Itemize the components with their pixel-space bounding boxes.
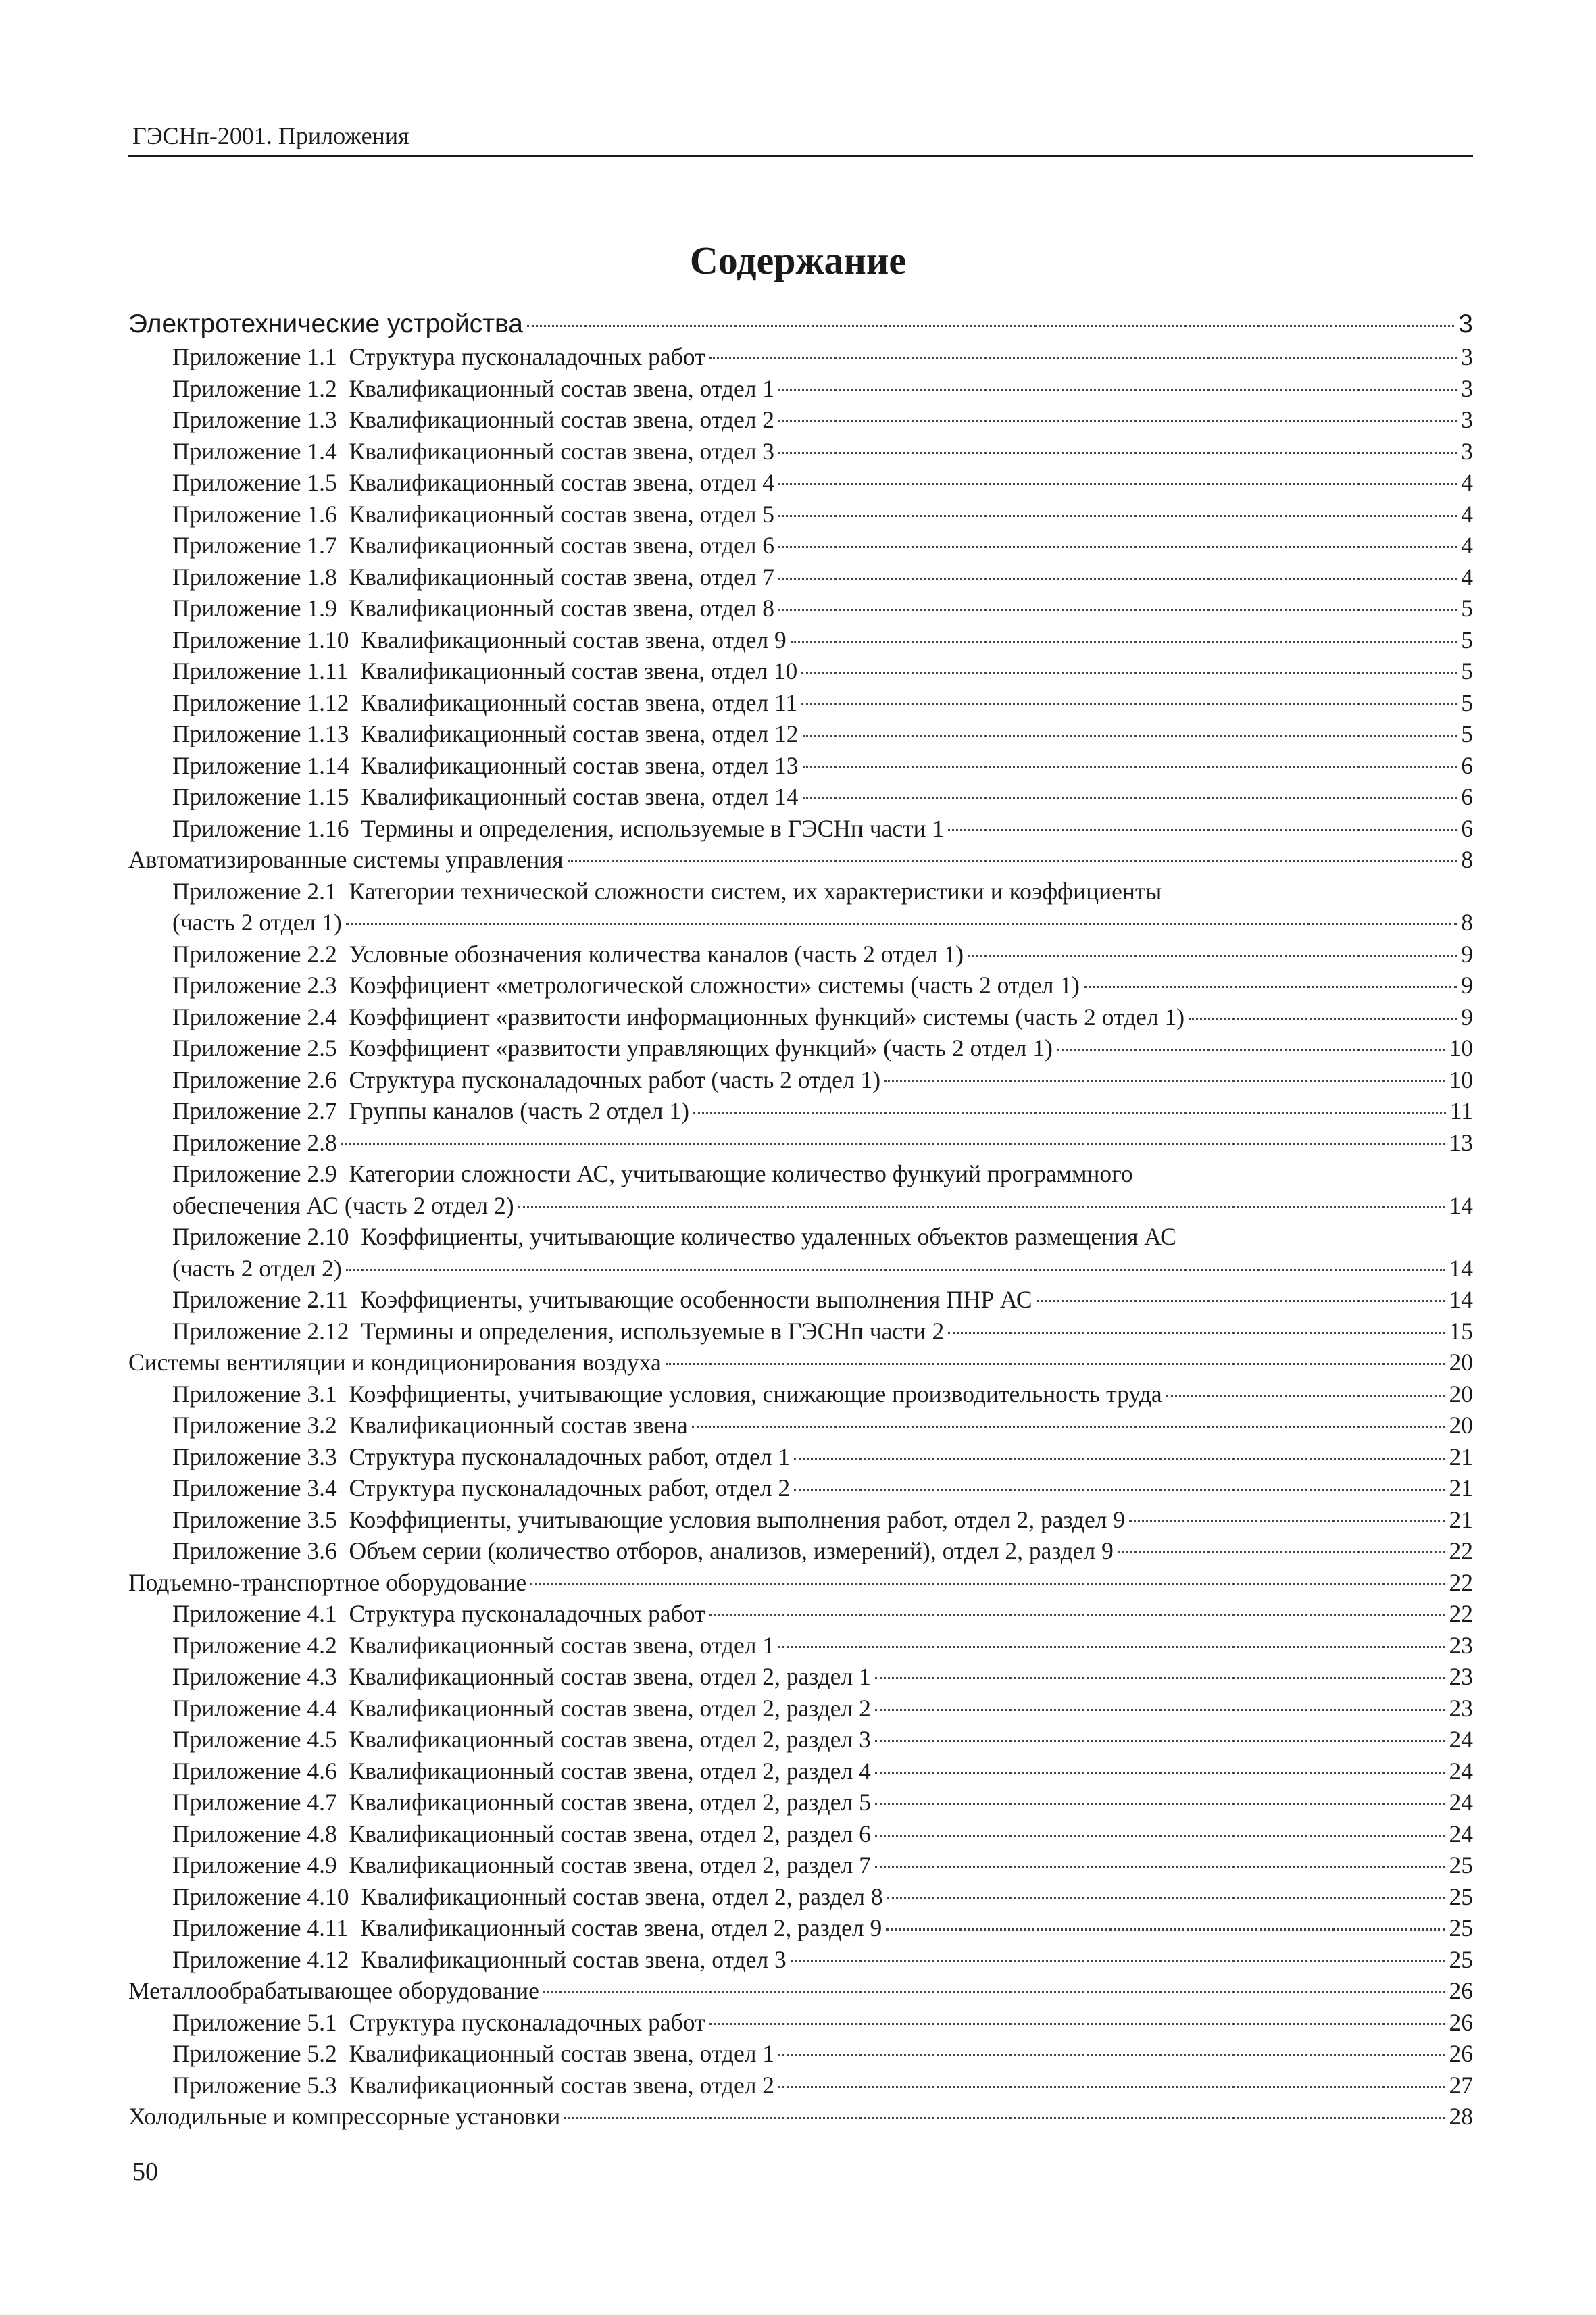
toc-entry[interactable] [128,1881,1473,1913]
toc-entry[interactable] [128,781,1473,813]
toc-page-number: 6 [1461,751,1473,779]
toc-page-number: 3 [1461,374,1473,402]
toc-dot-leader [1037,1300,1445,1302]
toc-entry[interactable] [128,1001,1473,1033]
page-number: 50 [132,2158,158,2186]
toc-entry-label: Приложение 3.5 Коэффициенты, учитывающие условия выполнения работ, отдел 2, раздел 9 [172,1505,1126,1533]
toc-page-number: 5 [1461,595,1473,622]
toc-page-number: 14 [1449,1254,1473,1282]
toc-entry-label: Приложение 2.3 Коэффициент «метрологической сложности» системы (часть 2 отдел 1) [172,972,1080,999]
toc-dot-leader [1084,986,1457,988]
toc-entry-label: Приложение 1.13 Квалификационный состав звена, отдел 12 [172,720,799,747]
toc-page-number: 22 [1449,1568,1473,1596]
toc-entry[interactable] [128,341,1473,373]
toc-entry-label: Приложение 2.5 Коэффициент «развитости управляющих функций» (часть 2 отдел 1) [172,1035,1053,1062]
toc-page-number: 24 [1449,1820,1473,1847]
toc-dot-leader [875,1709,1445,1711]
toc-dot-leader [778,515,1457,517]
toc-entry-label: Приложение 3.6 Объем серии (количество отборов, анализов, измерений), отдел 2, раздел 9 [172,1537,1114,1564]
toc-page-number: 20 [1449,1380,1473,1408]
toc-entry[interactable] [128,2038,1473,2070]
toc-entry-label: Приложение 1.7 Квалификационный состав звена, отдел 6 [172,532,775,559]
toc-entry[interactable] [128,562,1473,593]
toc-dot-leader [1166,1395,1445,1397]
toc-page-number: 27 [1449,2071,1473,2099]
toc-page-number: 21 [1449,1505,1473,1533]
toc-dot-leader [801,703,1457,705]
toc-entry[interactable] [128,907,1473,939]
toc-dot-leader [778,389,1457,391]
toc-dot-leader [791,1960,1445,1962]
toc-page-number: 28 [1449,2103,1473,2130]
toc-page-number: 24 [1449,1757,1473,1785]
toc-entry[interactable] [128,1756,1473,1787]
toc-entry[interactable] [128,1912,1473,1944]
toc-page-number: 3 [1461,343,1473,370]
toc-entry-label: Приложение 1.9 Квалификационный состав звена, отдел 8 [172,595,775,622]
table-of-contents [128,307,1473,2133]
toc-entry[interactable] [128,1064,1473,1096]
toc-dot-leader [346,923,1457,925]
toc-entry-label: Приложение 1.6 Квалификационный состав звена, отдел 5 [172,500,775,528]
toc-entry[interactable] [128,404,1473,436]
toc-entry[interactable] [128,1441,1473,1473]
toc-page-number: 5 [1461,657,1473,684]
toc-entry-label: Приложение 3.2 Квалификационный состав звена [172,1412,688,1439]
toc-entry-label: Приложение 2.9 Категории сложности АС, учитывающие количество функуий программного [172,1160,1133,1187]
toc-entry[interactable] [128,1787,1473,1818]
toc-dot-leader [875,1835,1445,1837]
toc-dot-leader [1129,1520,1445,1522]
toc-entry-label: Приложение 4.4 Квалификационный состав звена, отдел 2, раздел 2 [172,1694,871,1722]
toc-entry-label: Приложение 4.3 Квалификационный состав звена, отдел 2, раздел 1 [172,1663,871,1690]
toc-page-number: 8 [1461,909,1473,936]
toc-dot-leader [709,1614,1445,1616]
toc-entry-label: Приложение 4.8 Квалификационный состав звена, отдел 2, раздел 6 [172,1820,871,1847]
toc-dot-leader [968,955,1457,957]
toc-entry-label: Приложение 4.12 Квалификационный состав звена, отдел 3 [172,1945,787,1973]
toc-dot-leader [341,1143,1445,1145]
toc-entry-label: Приложение 4.10 Квалификационный состав звена, отдел 2, раздел 8 [172,1883,883,1910]
toc-entry-label: Приложение 1.2 Квалификационный состав звена, отдел 1 [172,374,775,402]
toc-entry-label: Приложение 1.16 Термины и определения, используемые в ГЭСНп части 1 [172,814,945,842]
header-title: ГЭСНп-2001. Приложения [132,122,409,149]
toc-dot-leader [875,1866,1445,1868]
running-header [128,115,1473,157]
toc-dot-leader [527,325,1454,327]
toc-entry-label: Электротехнические устройства [128,309,523,339]
toc-entry-label: Приложение 1.10 Квалификационный состав звена, отдел 9 [172,626,787,653]
toc-dot-leader [568,860,1457,862]
toc-entry-label: Приложение 2.8 [172,1128,337,1156]
toc-entry-label: Приложение 3.4 Структура пусконаладочных работ, отдел 2 [172,1474,791,1501]
toc-dot-leader [884,1080,1445,1082]
toc-entry[interactable] [128,499,1473,530]
toc-entry[interactable] [128,373,1473,405]
toc-dot-leader [543,1991,1445,1993]
toc-entry-label: Приложение 1.4 Квалификационный состав звена, отдел 3 [172,437,775,465]
toc-dot-leader [530,1583,1445,1585]
toc-entry-label: Приложение 2.12 Термины и определения, используемые в ГЭСНп части 2 [172,1317,945,1345]
toc-entry-label: Приложение 5.2 Квалификационный состав звена, отдел 1 [172,2040,775,2067]
toc-page-number: 13 [1449,1128,1473,1156]
toc-dot-leader [948,829,1457,831]
toc-dot-leader [875,1740,1445,1742]
toc-entry[interactable] [128,1535,1473,1567]
toc-section-entry[interactable] [128,1567,1473,1599]
toc-dot-leader [803,797,1457,799]
toc-entry[interactable] [128,624,1473,656]
toc-page-number: 23 [1449,1663,1473,1690]
toc-entry-label: Приложение 4.5 Квалификационный состав звена, отдел 2, раздел 3 [172,1726,871,1753]
toc-page-number: 20 [1449,1349,1473,1376]
toc-section-entry[interactable] [128,844,1473,876]
toc-entry[interactable] [128,1221,1473,1253]
toc-page-number: 25 [1449,1883,1473,1910]
toc-page-number: 20 [1449,1412,1473,1439]
toc-page-number: 5 [1461,626,1473,653]
toc-dot-leader [778,452,1457,454]
toc-entry[interactable] [128,1661,1473,1693]
toc-entry-label: Приложение 4.6 Квалификационный состав звена, отдел 2, раздел 4 [172,1757,871,1785]
toc-page-number: 21 [1449,1474,1473,1501]
toc-section-entry[interactable] [128,2101,1473,2133]
toc-entry[interactable] [128,1472,1473,1504]
toc-entry[interactable] [128,467,1473,499]
toc-page-number: 26 [1449,1977,1473,2004]
toc-page-number: 14 [1449,1191,1473,1219]
toc-page-number: 4 [1461,469,1473,496]
toc-entry[interactable] [128,1316,1473,1347]
toc-entry-label: Приложение 3.3 Структура пусконаладочных работ, отдел 1 [172,1443,791,1470]
toc-entry-label: Приложение 5.1 Структура пусконаладочных работ [172,2008,705,2036]
toc-dot-leader [875,1677,1445,1679]
toc-dot-leader [803,735,1457,737]
toc-dot-leader [1189,1018,1457,1020]
toc-entry[interactable] [128,1818,1473,1850]
toc-page-number: 4 [1461,500,1473,528]
toc-entry-label: Холодильные и компрессорные установки [128,2103,561,2130]
toc-dot-leader [1057,1049,1445,1051]
toc-page-number: 21 [1449,1443,1473,1470]
toc-entry-label: Приложение 1.5 Квалификационный состав звена, отдел 4 [172,469,775,496]
toc-entry[interactable] [128,876,1473,907]
toc-entry-label: Приложение 2.1 Категории технической сложности систем, их характеристики и коэффициенты [172,877,1162,905]
toc-entry[interactable] [128,970,1473,1001]
toc-entry[interactable] [128,1724,1473,1756]
toc-dot-leader [801,672,1457,674]
toc-entry-label: Автоматизированные системы управления [128,846,564,873]
toc-entry-label: Металлообрабатывающее оборудование [128,1977,539,2004]
toc-entry[interactable] [128,1504,1473,1536]
toc-page-number: 10 [1449,1035,1473,1062]
toc-page-number: 3 [1461,406,1473,433]
toc-dot-leader [346,1269,1445,1271]
toc-dot-leader [778,609,1457,611]
toc-section-entry[interactable] [128,1347,1473,1378]
toc-entry-label: (часть 2 отдел 2) [172,1254,342,1282]
toc-page-number: 26 [1449,2008,1473,2036]
toc-entry[interactable] [128,1032,1473,1064]
toc-entry[interactable] [128,1158,1473,1190]
toc-dot-leader [666,1363,1445,1365]
toc-dot-leader [692,1426,1445,1428]
toc-dot-leader [778,2086,1445,2088]
toc-page-number: 25 [1449,1851,1473,1878]
toc-section-entry[interactable] [128,1975,1473,2007]
toc-page-number: 10 [1449,1066,1473,1093]
toc-entry[interactable] [128,1944,1473,1976]
toc-page-number: 9 [1461,1003,1473,1030]
toc-entry-label: Приложение 5.3 Квалификационный состав звена, отдел 2 [172,2071,775,2099]
toc-entry[interactable] [128,2007,1473,2039]
toc-dot-leader [709,357,1457,359]
toc-entry-label: Приложение 2.6 Структура пусконаладочных работ (часть 2 отдел 1) [172,1066,881,1093]
toc-entry[interactable] [128,1630,1473,1662]
toc-entry[interactable] [128,1410,1473,1441]
toc-entry-label: обеспечения АС (часть 2 отдел 2) [172,1191,514,1219]
toc-dot-leader [948,1332,1445,1334]
toc-dot-leader [794,1458,1445,1460]
toc-entry[interactable] [128,436,1473,468]
toc-entry[interactable] [128,593,1473,624]
toc-entry[interactable] [128,813,1473,845]
toc-entry[interactable] [128,1095,1473,1127]
toc-page-number: 9 [1461,972,1473,999]
toc-dot-leader [564,2117,1445,2119]
toc-dot-leader [778,1646,1445,1648]
toc-entry-label: Приложение 1.12 Квалификационный состав звена, отдел 11 [172,689,798,716]
toc-entry-label: Приложение 4.7 Квалификационный состав звена, отдел 2, раздел 5 [172,1789,871,1816]
toc-dot-leader [778,420,1457,422]
toc-dot-leader [693,1112,1446,1114]
toc-page-number: 6 [1461,814,1473,842]
toc-dot-leader [803,766,1457,768]
toc-entry-label: Приложение 1.14 Квалификационный состав звена, отдел 13 [172,751,799,779]
toc-entry-label: Приложение 1.11 Квалификационный состав звена, отдел 10 [172,657,798,684]
toc-entry[interactable] [128,939,1473,970]
toc-page-number: 4 [1461,563,1473,591]
toc-entry-label: Приложение 4.2 Квалификационный состав звена, отдел 1 [172,1631,775,1659]
toc-page-number: 23 [1449,1631,1473,1659]
toc-dot-leader [886,1928,1445,1931]
toc-entry-label: Приложение 2.10 Коэффициенты, учитывающие количество удаленных объектов размещения АС [172,1223,1176,1250]
toc-dot-leader [791,641,1457,643]
toc-dot-leader [794,1489,1445,1491]
toc-entry-label: Приложение 1.15 Квалификационный состав звена, отдел 14 [172,783,799,810]
toc-entry[interactable] [128,530,1473,562]
toc-entry-label: Подъемно-транспортное оборудование [128,1568,527,1596]
toc-entry[interactable] [128,2070,1473,2101]
toc-dot-leader [887,1897,1445,1899]
toc-page-number: 25 [1449,1945,1473,1973]
toc-dot-leader [778,546,1457,548]
toc-entry[interactable] [128,1598,1473,1630]
toc-dot-leader [518,1206,1445,1208]
toc-dot-leader [1118,1551,1445,1553]
toc-entry-label: (часть 2 отдел 1) [172,909,342,936]
toc-dot-leader [778,2054,1445,2056]
toc-dot-leader [778,483,1457,485]
toc-page-number: 8 [1461,846,1473,873]
toc-page-number: 6 [1461,783,1473,810]
toc-page-number: 9 [1461,940,1473,968]
toc-entry[interactable] [128,750,1473,782]
toc-entry[interactable] [128,1849,1473,1881]
toc-entry[interactable] [128,1253,1473,1285]
toc-page-number: 15 [1449,1317,1473,1345]
toc-page-number: 22 [1449,1537,1473,1564]
toc-entry-label: Приложение 2.11 Коэффициенты, учитывающие особенности выполнения ПНР АС [172,1286,1032,1313]
toc-entry-label: Приложение 3.1 Коэффициенты, учитывающие условия, снижающие производительность труда [172,1380,1162,1408]
toc-page-number: 3 [1458,309,1473,339]
toc-entry-label: Приложение 4.11 Квалификационный состав звена, отдел 2, раздел 9 [172,1914,882,1941]
toc-section-entry[interactable] [128,307,1473,341]
toc-entry[interactable] [128,687,1473,719]
toc-entry-label: Приложение 2.7 Группы каналов (часть 2 отдел 1) [172,1097,689,1124]
toc-entry-label: Системы вентиляции и кондиционирования воздуха [128,1349,662,1376]
page-title: Содержание [689,239,907,282]
toc-dot-leader [875,1803,1445,1805]
toc-entry-label: Приложение 4.9 Квалификационный состав звена, отдел 2, раздел 7 [172,1851,871,1878]
toc-page-number: 26 [1449,2040,1473,2067]
toc-entry[interactable] [128,1127,1473,1159]
toc-page-number: 22 [1449,1600,1473,1627]
toc-page-number: 25 [1449,1914,1473,1941]
toc-entry-label: Приложение 1.1 Структура пусконаладочных работ [172,343,705,370]
toc-entry-label: Приложение 1.8 Квалификационный состав звена, отдел 7 [172,563,775,591]
toc-page-number: 5 [1461,720,1473,747]
toc-entry[interactable] [128,1693,1473,1724]
toc-page-number: 4 [1461,532,1473,559]
toc-entry[interactable] [128,1378,1473,1410]
toc-page-number: 11 [1449,1097,1473,1124]
toc-entry-label: Приложение 4.1 Структура пусконаладочных работ [172,1600,705,1627]
toc-entry[interactable] [128,655,1473,687]
toc-dot-leader [709,2023,1445,2025]
toc-entry[interactable] [128,1284,1473,1316]
toc-dot-leader [875,1772,1445,1774]
toc-page-number: 24 [1449,1726,1473,1753]
toc-entry-label: Приложение 2.2 Условные обозначения количества каналов (часть 2 отдел 1) [172,940,964,968]
toc-page-number: 14 [1449,1286,1473,1313]
toc-dot-leader [778,578,1457,580]
toc-page-number: 3 [1461,437,1473,465]
toc-entry-label: Приложение 2.4 Коэффициент «развитости информационных функций» системы (часть 2 отдел 1) [172,1003,1185,1030]
toc-page-number: 24 [1449,1789,1473,1816]
toc-entry[interactable] [128,718,1473,750]
toc-page-number: 23 [1449,1694,1473,1722]
toc-entry-label: Приложение 1.3 Квалификационный состав звена, отдел 2 [172,406,775,433]
toc-entry[interactable] [128,1190,1473,1222]
toc-page-number: 5 [1461,689,1473,716]
